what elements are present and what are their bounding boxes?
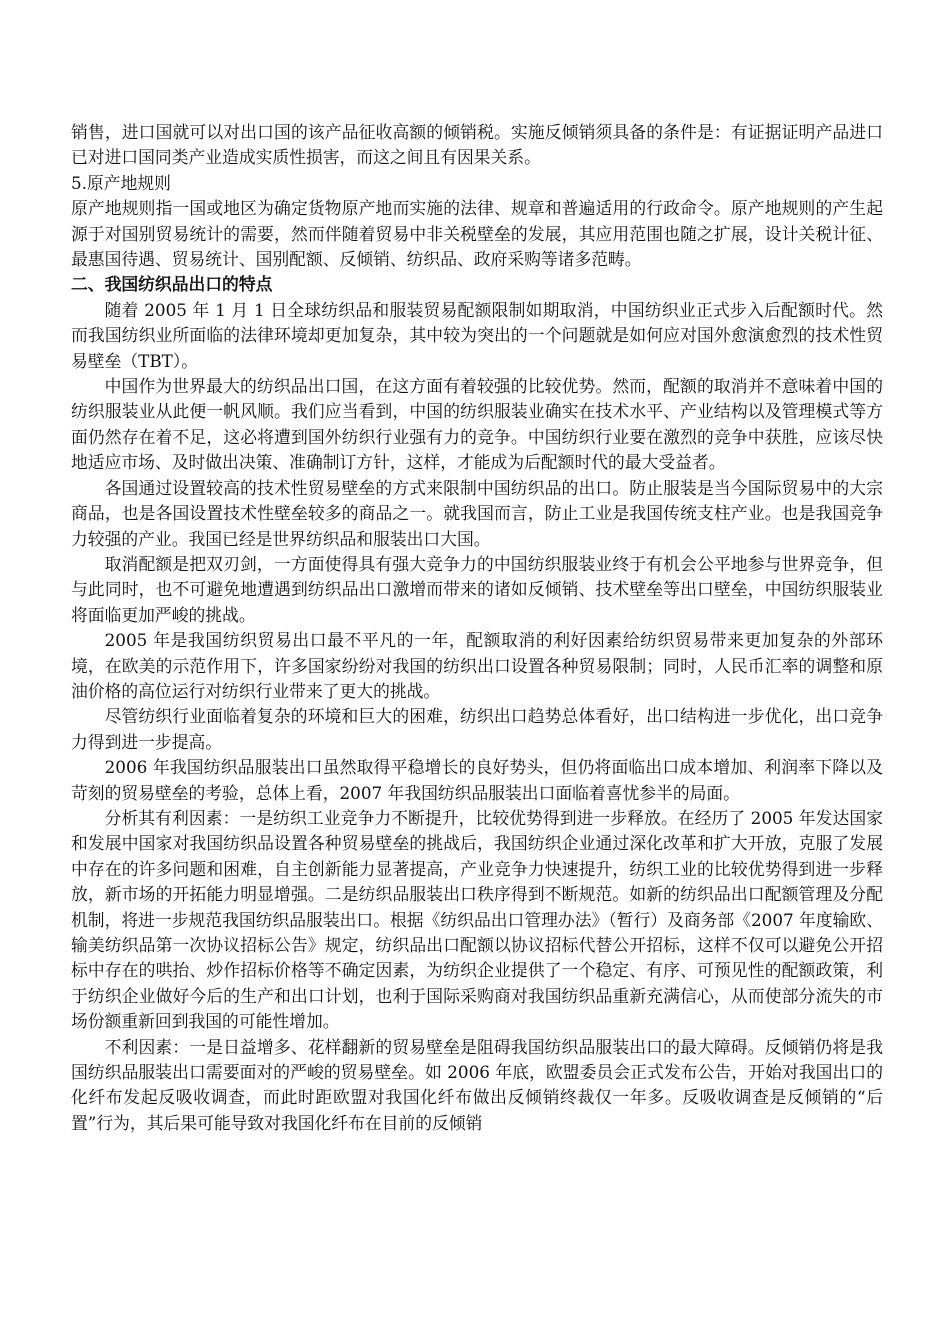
paragraph-rules-of-origin: 原产地规则指一国或地区为确定货物原产地而实施的法律、规章和普遍适用的行政命令。原产地规则的产生起源于对国别贸易统计的需要，然而伴随着贸易中非关税壁垒的发展，其应用范围也随之扩展，设计关税计征、最惠国待遇、贸易统计、国别配额、反倾销、纺织品、政府采购等诸多范畴。 xyxy=(71,198,883,270)
document-page xyxy=(71,120,883,1136)
paragraph-disadvantages: 不利因素：一是日益增多、花样翻新的贸易壁垒是阻碍我国纺织品服装出口的最大障碍。反倾销仍将是我国纺织品服装出口需要面对的严峻的贸易壁垒。如 2006 年底，欧盟委员会正式发布公告，开始对我国出口的化纤布发起反吸收调查，而此时距欧盟对我国化纤布做出反倾销终裁仅一年多。反吸收调查是反倾销的“后置”行为，其后果可能导致对我国化纤布在目前的反倾销 xyxy=(71,1036,883,1133)
paragraph: 2006 年我国纺织品服装出口虽然取得平稳增长的良好势头，但仍将面临出口成本增加、利润率下降以及苛刻的贸易壁垒的考验，总体上看，2007 年我国纺织品服装出口面临着喜忧参半的局面。 xyxy=(71,757,883,803)
paragraph: 尽管纺织行业面临着复杂的环境和巨大的困难，纺织出口趋势总体看好，出口结构进一步优化，出口竞争力得到进一步提高。 xyxy=(71,706,883,752)
section-heading: 二、我国纺织品出口的特点 xyxy=(71,274,273,295)
paragraph: 取消配额是把双刃剑，一方面使得具有强大竞争力的中国纺织服装业终于有机会公平地参与世界竞争，但与此同时，也不可避免地遭遇到纺织品出口激增而带来的诸如反倾销、技术壁垒等出口壁垒，中国纺织服装业将面临更加严峻的挑战。 xyxy=(71,553,883,625)
paragraph: 随着 2005 年 1 月 1 日全球纺织品和服装贸易配额限制如期取消，中国纺织业正式步入后配额时代。然而我国纺织业所面临的法律环境却更加复杂，其中较为突出的一个问题就是如何应对国外愈演愈烈的技术性贸易壁垒（TBT）。 xyxy=(71,299,883,371)
paragraph: 2005 年是我国纺织贸易出口最不平凡的一年，配额取消的利好因素给纺织贸易带来更加复杂的外部环境，在欧美的示范作用下，许多国家纷纷对我国的纺织出口设置各种贸易限制；同时，人民币汇率的调整和原油价格的高位运行对纺织行业带来了更大的挑战。 xyxy=(71,630,883,701)
paragraph-advantages: 分析其有利因素：一是纺织工业竞争力不断提升，比较优势得到进一步释放。在经历了 2005 年发达国家和发展中国家对我国纺织品设置各种贸易壁垒的挑战后，我国纺织企业通过深化改革和扩大开放，克服了发展中存在的许多问题和困难，自主创新能力显著提高，产业竞争力快速提升，纺织工业的比较优势得到进一步释放，新市场的开拓能力明显增强。二是纺织品服装出口秩序得到不断规范。如新的纺织品出口配额管理及分配机制，将进一步规范我国纺织品服装出口。根据《纺织品出口管理办法》（暂行）及商务部《2007 年度输欧、输美纺织品第一次协议招标公告》规定，纺织品出口配额以协议招标代替公开招标，这样不仅可以避免公开招标中存在的哄抬、炒作招标价格等不确定因素，为纺织企业提供了一个稳定、有序、可预见性的配额政策，利于纺织企业做好今后的生产和出口计划，也利于国际采购商对我国纺织品重新充满信心，从而使部分流失的市场份额重新回到我国的可能性增加。 xyxy=(71,807,883,1032)
paragraph: 各国通过设置较高的技术性贸易壁垒的方式来限制中国纺织品的出口。防止服装是当今国际贸易中的大宗商品，也是各国设置技术性壁垒较多的商品之一。就我国而言，防止工业是我国传统支柱产业。也是我国竞争力较强的产业。我国已经是世界纺织品和服装出口大国。 xyxy=(71,477,883,549)
subheading-rules-of-origin: 5.原产地规则 xyxy=(71,172,171,193)
paragraph: 中国作为世界最大的纺织品出口国，在这方面有着较强的比较优势。然而，配额的取消并不意味着中国的纺织服装业从此便一帆风顺。我们应当看到，中国的纺织服装业确实在技术水平、产业结构以及管理模式等方面仍然存在着不足，这必将遭到国外纺织行业强有力的竞争。中国纺织行业要在激烈的竞争中获胜，应该尽快地适应市场、及时做出决策、准确制订方针，这样，才能成为后配额时代的最大受益者。 xyxy=(71,376,883,473)
paragraph-continued: 销售，进口国就可以对出口国的该产品征收高额的倾销税。实施反倾销须具备的条件是：有证据证明产品进口已对进口国同类产业造成实质性损害，而这之间且有因果关系。 xyxy=(71,122,883,168)
